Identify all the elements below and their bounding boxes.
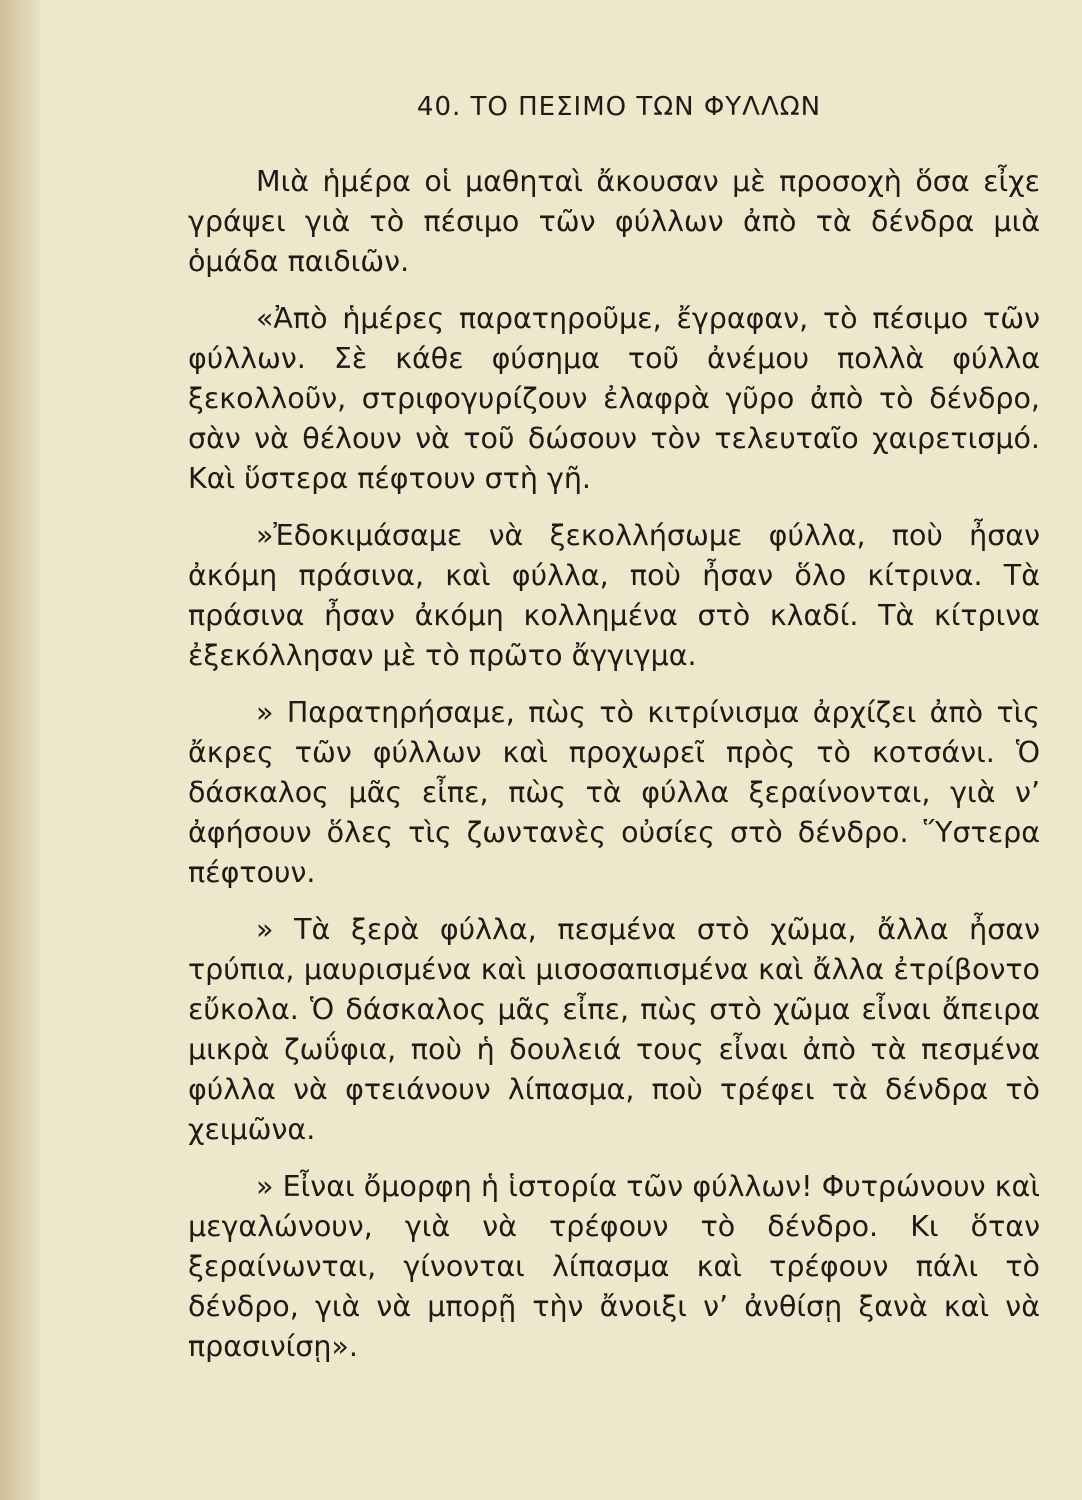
paragraph-6: » Εἶναι ὄμορφη ἡ ἱστορία τῶν φύλλων! Φυτρώνουν καὶ μεγαλώνουν, γιὰ νὰ τρέφουν τὸ δένδρο. Κι ὅταν ξεραίνωνται, γίνονται λίπασμα καὶ τρέφουν πάλι τὸ δένδρο, γιὰ νὰ μπορῇ τὴν ἄνοιξι ν’ ἀνθίσῃ ξανὰ καὶ νὰ πρασινίσῃ». xyxy=(188,1170,1040,1363)
paragraph-5: » Τὰ ξερὰ φύλλα, πεσμένα στὸ χῶμα, ἄλλα ἦσαν τρύπια, μαυρισμένα καὶ μισοσαπισμένα καὶ ἄλλα ἐτρίβοντο εὔκολα. Ὁ δάσκαλος μᾶς εἶπε, πὼς στὸ χῶμα εἶναι ἄπειρα μικρὰ ζωΰφια, ποὺ ἡ δουλειά τους εἶναι ἀπὸ τὰ πεσμένα φύλλα νὰ φτειάνουν λίπασμα, ποὺ τρέφει τὰ δένδρα τὸ χειμῶνα. xyxy=(188,913,1040,1146)
paragraph-1: Μιὰ ἡμέρα οἱ μαθηταὶ ἄκουσαν μὲ προσοχὴ ὅσα εἶχε γράψει γιὰ τὸ πέσιμο τῶν φύλλων ἀπὸ τὰ δένδρα μιὰ ὁμάδα παιδιῶν. xyxy=(188,165,1040,278)
page-binding-edge xyxy=(0,0,40,1500)
page-title: 40. ΤΟ ΠΕΣΙΜΟ ΤΩΝ ΦΥΛΛΩΝ xyxy=(416,92,822,122)
page-text-block xyxy=(188,92,1040,1384)
paragraph-4: » Παρατηρήσαμε, πὼς τὸ κιτρίνισμα ἀρχίζει ἀπὸ τὶς ἄκρες τῶν φύλλων καὶ προχωρεῖ πρὸς τὸ κοτσάνι. Ὁ δάσκαλος μᾶς εἶπε, πὼς τὰ φύλλα ξεραίνονται, γιὰ ν’ ἀφήσουν ὅλες τὶς ζωντανὲς οὐσίες στὸ δένδρο. Ὕστερα πέφτουν. xyxy=(188,696,1040,889)
paragraph-3: »Ἐδοκιμάσαμε νὰ ξεκολλήσωμε φύλλα, ποὺ ἦσαν ἀκόμη πράσινα, καὶ φύλλα, ποὺ ἦσαν ὅλο κίτρινα. Τὰ πράσινα ἦσαν ἀκόμη κολλημένα στὸ κλαδί. Τὰ κίτρινα ἐξεκόλλησαν μὲ τὸ πρῶτο ἄγγιγμα. xyxy=(188,519,1040,672)
paragraph-2: «Ἀπὸ ἡμέρες παρατηροῦμε, ἔγραφαν, τὸ πέσιμο τῶν φύλλων. Σὲ κάθε φύσημα τοῦ ἀνέμου πολλὰ φύλλα ξεκολλοῦν, στριφογυρίζουν ἐλαφρὰ γῦρο ἀπὸ τὸ δένδρο, σὰν νὰ θέλουν νὰ τοῦ δώσουν τὸν τελευταῖο χαιρετισμό. Καὶ ὕστερα πέφτουν στὴ γῆ. xyxy=(188,302,1040,495)
